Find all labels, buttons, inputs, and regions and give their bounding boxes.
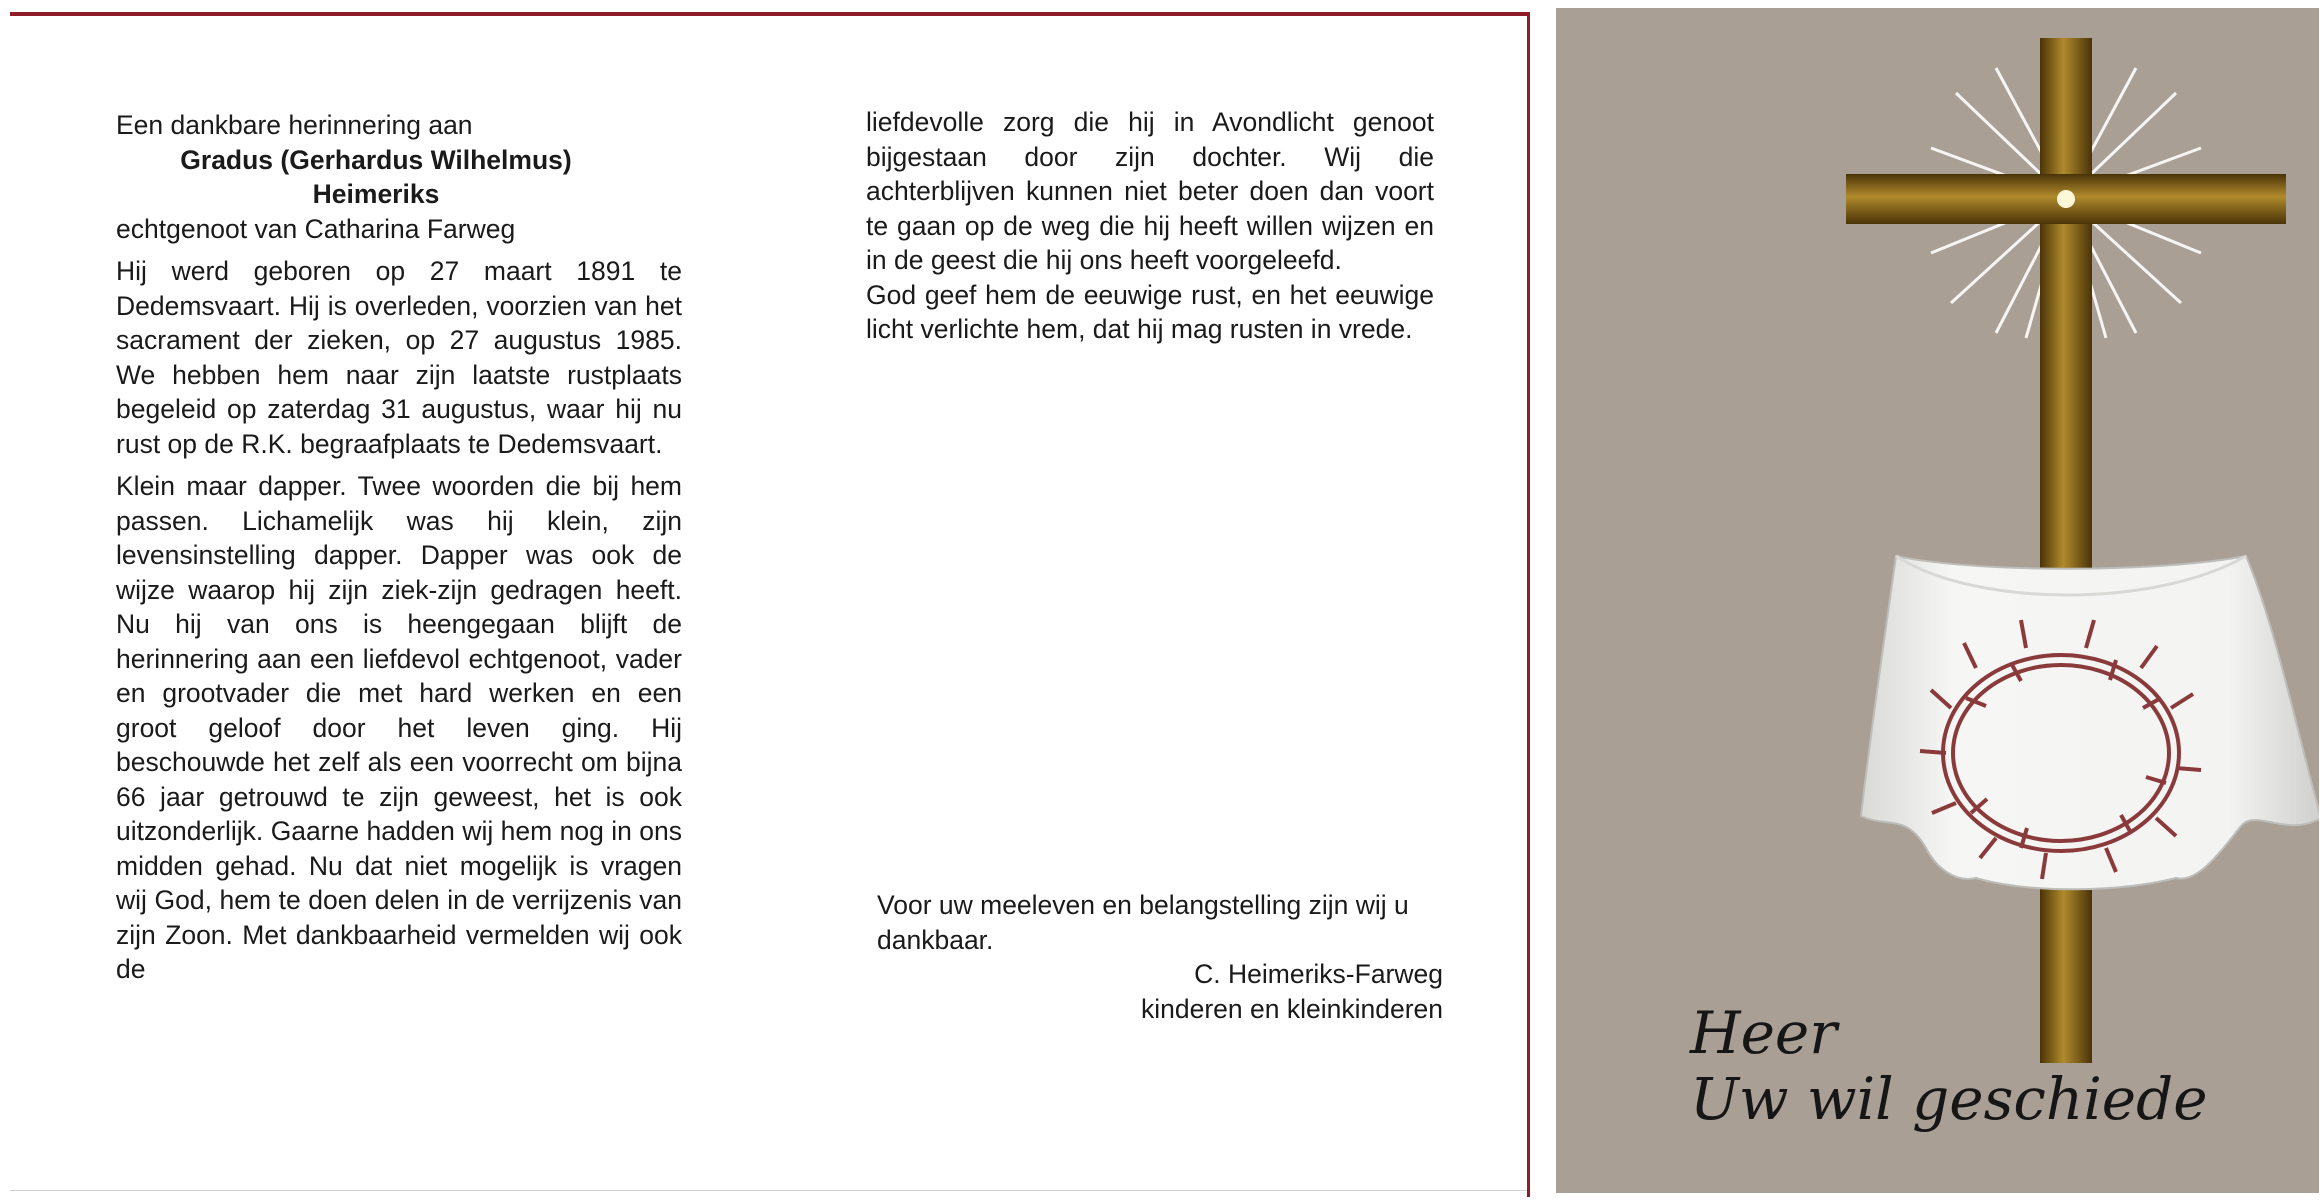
- left-text-column: [116, 108, 682, 987]
- thanks-text: Voor uw meeleven en belangstelling zijn wij u dankbaar.: [877, 890, 1409, 955]
- signature-family: kinderen en kleinkinderen: [1140, 993, 1443, 1024]
- fold-line: [10, 1190, 1527, 1191]
- scripture-caption: [1690, 1000, 2290, 1132]
- right-text-column: [866, 105, 1434, 347]
- caption-line1: Heer: [1690, 999, 1837, 1067]
- prayer-text: God geef hem de eeuwige rust, en het eeuwige licht verlichte hem, dat hij mag rusten in vrede.: [866, 279, 1434, 344]
- deceased-name-line2: Heimeriks: [312, 179, 440, 209]
- tribute-continuation: liefdevolle zorg die hij in Avondlicht genoot bijgestaan door zijn dochter. Wij die achterblijven kunnen niet beter doen dan voort te gaan op de weg die hij heeft willen wijzen en in de geest die hij ons heeft voorgeleefd.: [866, 107, 1434, 275]
- biography-paragraph: Hij werd geboren op 27 maart 1891 te Dedemsvaart. Hij is overleden, voorzien van het sacrament der zieken, op 27 augustus 1985. We hebben hem naar zijn laatste rustplaats begeleid op zaterdag 31 augustus, waar hij nu rust op de R.K. begraafplaats te Dedemsvaart.: [116, 256, 682, 459]
- caption-line2: Uw wil geschiede: [1690, 1065, 2208, 1133]
- signature-name: C. Heimeriks-Farweg: [1194, 959, 1443, 989]
- tribute-paragraph: Klein maar dapper. Twee woorden die bij hem passen. Lichamelijk was hij klein, zijn levensinstelling dapper. Dapper was ook de wijze waarop hij zijn ziek-zijn gedragen heeft. Nu hij van ons is heengegaan blijft de herinnering aan een liefdevol echtgenoot, vader en grootvader die met hard werken en een groot geloof door het leven ging. Hij beschouwde het zelf als een voorrecht om bijna 66 jaar getrouwd te zijn geweest, het is ook uitzonderlijk. Gaarne hadden wij hem nog in ons midden gehad. Nu dat niet mogelijk is vragen wij God, hem te doen delen in de verrijzenis van zijn Zoon. Met dankbaarheid vermelden wij ook de: [116, 471, 682, 984]
- thanks-block: [877, 888, 1443, 1026]
- intro-line: Een dankbare herinnering aan: [116, 110, 473, 140]
- spouse-line: echtgenoot van Catharina Farweg: [116, 213, 516, 244]
- deceased-name-line1: Gradus (Gerhardus Wilhelmus): [180, 144, 572, 175]
